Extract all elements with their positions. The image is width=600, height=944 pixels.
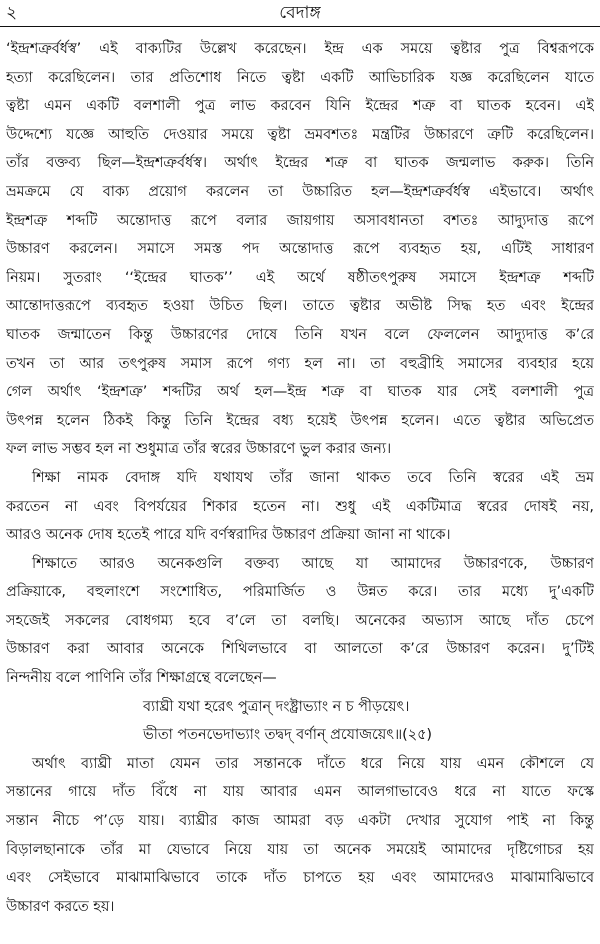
- page-number: ২: [6, 3, 18, 23]
- text-line: উচ্চারণ করা আবার অনেকে শিথিলভাবে বা আলতো ক’রে উচ্চারণ করেন। দু’টিই: [6, 641, 594, 658]
- text-line: সন্তানের গায়ে দাঁত বিঁধে না যায় আবার এমন আলগাভাবেও ধরে না যাতে ফস্কে: [6, 784, 594, 801]
- text-line: এবং সেইভাবে মাঝামাঝিভাবে তাকে দাঁত চাপতে হয় এবং আমাদেরও মাঝামাঝিভাবে: [6, 870, 594, 887]
- text-line: আরও অনেক দোষ হতেই পারে যদি বর্ণস্বরাদির উচ্চারণ প্রক্রিয়া জানা না থাকে।: [6, 527, 451, 544]
- text-line: বিড়ালছানাকে তাঁর মা যেভাবে নিয়ে যায় তা অনেক সময়েই আমাদের দৃষ্টিগোচর হয়: [6, 841, 594, 858]
- text-line: উচ্চারণ করলেন। সমাসে সমস্ত পদ অন্তোদাত্ত রূপে ব্যবহৃত হয়, এটিই সাধারণ: [6, 241, 594, 258]
- running-title: বেদাঙ্গ: [279, 3, 321, 23]
- paragraph-first-line: শিক্ষাতে আরও অনেকগুলি বক্তব্য আছে যা আমাদের উচ্চারণকে, উচ্চারণ: [32, 555, 594, 572]
- paragraph-first-line: শিক্ষা নামক বেদাঙ্গ যদি যথাযথ তাঁর জানা থাকত তবে তিনি স্বরের এই ভ্রম: [32, 469, 594, 486]
- text-line: ‘ইন্দ্রশত্রুর্বর্ধস্ব’ এই বাক্যটির উল্লেখ করেছেন। ইন্দ্র এক সময়ে ত্বষ্টার পুত্র বিশ্বরূপকে: [6, 41, 594, 57]
- text-line: প্রক্রিয়াকে, বহুলাংশে সংশোধিত, পরিমার্জিত ও উন্নত করে। তার মধ্যে দু’একটি: [6, 584, 594, 601]
- text-line: উচ্চারণ করতে হয়।: [6, 898, 115, 915]
- text-line: তাঁর বক্তব্য ছিল—ইন্দ্রশত্রুর্বর্ধস্ব। অর্থাৎ ইন্দ্রের শত্রু বা ঘাতক জন্মলাভ করুক। তিনি: [6, 155, 594, 172]
- text-line: হত্যা করেছিলেন। তার প্রতিশোধ নিতে ত্বষ্টা একটি আভিচারিক যজ্ঞ করেছিলেন যাতে: [6, 69, 594, 86]
- text-line: ফল লাভ সম্ভব হল না শুধুমাত্র তাঁর স্বরের উচ্চারণে ভুল করার জন্য।: [6, 441, 392, 458]
- text-line: ঘাতক জন্মাতেন কিন্তু উচ্চারণের দোষে তিনি যখন বলে ফেললেন আদ্যুদাত্ত ক’রে: [6, 326, 594, 343]
- page-header: [0, 2, 600, 26]
- verse-line: ব্যাঘ্রী যথা হরেৎ পুত্রান্ দংষ্ট্রাভ্যাং ন চ পীড়য়েৎ।: [143, 698, 410, 715]
- body-text: [6, 35, 594, 921]
- text-line: নিয়ম। সুতরাং ‘‘ইন্দ্রের ঘাতক’’ এই অর্থে ষষ্ঠীতৎপুরুষ সমাসে ইন্দ্রশত্রু শব্দটি: [6, 269, 594, 286]
- text-line: তখন তা আর তৎপুরুষ সমাস রূপে গণ্য হল না। তা বহুব্রীহি সমাসের ব্যবহার হয়ে: [6, 355, 594, 372]
- text-line: সহজেই সকলের বোধগম্য হবে ব’লে তা বলছি। অনেকের অভ্যাস আছে দাঁত চেপে: [6, 612, 594, 629]
- text-line: উদ্দেশ্যে যজ্ঞে আহুতি দেওয়ার সময়ে ত্বষ্টা ভ্রমবশতঃ মন্ত্রটির উচ্চারণে ত্রুটি করেছিলেন।: [6, 126, 594, 143]
- text-line: সন্তান নীচে প’ড়ে যায়। ব্যাঘ্রীর কাজ আমরা বড় একটা দেখার সুযোগ পাই না কিন্তু: [6, 813, 594, 830]
- header-rule: [0, 26, 600, 27]
- text-line: নিন্দনীয় বলে পাণিনি তাঁর শিক্ষাগ্রন্থে বলেছেন—: [6, 670, 277, 687]
- text-line: উৎপন্ন হলেন ঠিকই কিন্তু তিনি ইন্দ্রের বধ্য হয়েই উৎপন্ন হলেন। এতে ত্বষ্টার অভিপ্রেত: [6, 412, 594, 429]
- text-line: করতেন না এবং বিপর্যয়ের শিকার হতেন না। শুধু এই একটিমাত্র স্বরের দোষই নয়,: [6, 498, 594, 515]
- verse-line: ভীতা পতনভেদাভ্যাং তদ্বদ্ বর্ণান্ প্রযোজয়েৎ॥(২৫): [143, 727, 433, 744]
- paragraph-first-line: অর্থাৎ ব্যাঘ্রী মাতা যেমন তার সন্তানকে দাঁতে ধরে নিয়ে যায় এমন কৌশলে যে: [32, 755, 594, 772]
- text-line: ভ্রমক্রমে যে বাক্য প্রয়োগ করলেন তা উচ্চারিত হল—ইন্দ্রশত্রুর্বর্ধস্ব এইভাবে। অর্থাৎ: [6, 183, 594, 200]
- text-line: ইন্দ্রশত্রু শব্দটি অন্তোদাত্ত রূপে বলার জায়গায় অসাবধানতা বশতঃ আদ্যুদাত্ত রূপে: [6, 212, 594, 229]
- text-line: গেল অর্থাৎ ‘ইন্দ্রশত্রু’ শব্দটির অর্থ হল—ইন্দ্র শত্রু বা ঘাতক যার সেই বলশালী পুত্র: [6, 384, 594, 401]
- text-line: আন্তোদাত্তরূপে ব্যবহৃত হওয়া উচিত ছিল। তাতে ত্বষ্টার অভীষ্ট সিদ্ধ হত এবং ইন্দ্রের: [6, 298, 594, 315]
- text-line: ত্বষ্টা এমন একটি বলশালী পুত্র লাভ করবেন যিনি ইন্দ্রের শত্রু বা ঘাতক হবেন। এই: [6, 98, 594, 115]
